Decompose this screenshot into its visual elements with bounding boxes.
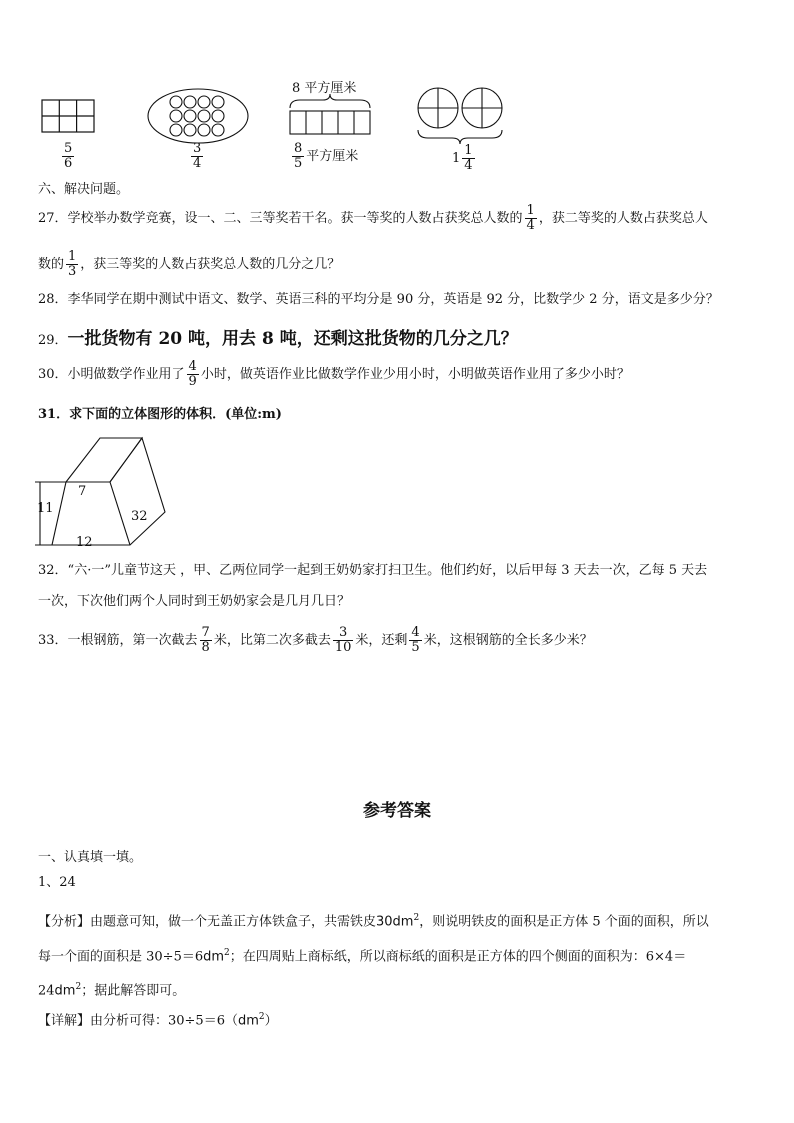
detail-text: 【详解】由分析可得：30÷5＝6（	[38, 1013, 238, 1029]
question-30	[38, 360, 630, 389]
question-27-line1	[38, 204, 708, 233]
denominator: 10	[334, 640, 352, 655]
superscript: 2	[413, 913, 420, 923]
numerator: 3	[333, 626, 354, 641]
denominator: 4	[526, 218, 535, 233]
superscript: 2	[224, 948, 230, 958]
figure2-fraction	[189, 142, 205, 171]
answers-title: 参考答案	[363, 801, 431, 821]
unit: dm	[54, 983, 76, 999]
analysis-text: ，则说明铁皮的面积是正方体 5 个面的面积，所以	[419, 914, 709, 930]
q27-text: ，获二等奖的人数占获奖总人	[538, 211, 708, 226]
question-32-line2: 一次，下次他们两个人同时到王奶奶家会是几月几日？	[38, 594, 351, 609]
analysis-line3	[38, 978, 185, 1000]
denominator: 6	[64, 156, 73, 171]
dimension-length: 32	[131, 509, 148, 524]
denominator: 4	[464, 158, 473, 173]
ellipse-circles-figure	[148, 89, 248, 143]
grid-figure	[42, 100, 94, 132]
prism-figure	[30, 432, 170, 550]
question-27-line2	[38, 250, 340, 279]
numerator: 4	[411, 625, 420, 640]
figure3-fraction	[290, 142, 358, 171]
question-29	[38, 324, 518, 350]
analysis-text: 每一个面的面积是 30÷5＝6	[38, 949, 204, 965]
question-33	[38, 626, 593, 655]
answer-section-heading: 一、认真填一填。	[38, 850, 143, 865]
numerator: 4	[188, 359, 197, 374]
detail-text: ）	[264, 1013, 278, 1029]
q33-text: 米，比第二次多截去	[213, 633, 331, 648]
analysis-text: 24	[38, 983, 55, 999]
q27-text: ，获三等奖的人数占获奖总人数的几分之几？	[80, 257, 341, 272]
analysis-text: 【分析】由题意可知，做一个无盖正方体铁盒子，共需铁皮	[38, 914, 377, 930]
numerator: 5	[64, 141, 73, 156]
unit: 30dm	[376, 914, 414, 930]
numerator: 7	[201, 625, 210, 640]
denominator: 8	[201, 640, 210, 655]
denominator: 3	[68, 264, 77, 279]
detail-line	[38, 1008, 278, 1030]
unit: dm	[203, 949, 225, 965]
unit-label: 平方厘米	[306, 149, 359, 164]
whole-part: 1	[452, 150, 461, 166]
analysis-text: ；在四周贴上商标纸，所以商标纸的面积是正方体的四个侧面的面积为：6×4＝	[229, 949, 687, 965]
denominator: 9	[188, 374, 197, 389]
unit: dm	[237, 1013, 259, 1029]
dimension-height: 11	[37, 501, 54, 516]
numerator: 1	[464, 143, 473, 158]
numerator: 3	[193, 141, 202, 156]
section-heading: 六、解决问题。	[38, 182, 130, 197]
numerator: 1	[526, 203, 535, 218]
q27-text: 27．学校举办数学竞赛，设一、二、三等奖若干名。获一等奖的人数占获奖总人数的	[38, 211, 523, 226]
question-31: 31．求下面的立体图形的体积．(单位:m)	[38, 407, 282, 422]
q33-text: 米，还剩	[355, 633, 408, 648]
numerator: 1	[68, 249, 77, 264]
analysis-line1	[38, 909, 709, 931]
fraction-figures	[0, 78, 794, 178]
analysis-line2	[38, 944, 686, 966]
analysis-text: ；据此解答即可。	[81, 983, 186, 999]
q33-text: 33．一根钢筋，第一次截去	[38, 633, 198, 648]
denominator: 4	[193, 156, 202, 171]
answer-1: 1、24	[38, 875, 76, 890]
q29-number: 29．	[38, 333, 68, 348]
dimension-top: 7	[78, 484, 87, 499]
q33-text: 米，这根钢筋的全长多少米？	[423, 633, 593, 648]
superscript: 2	[75, 982, 82, 992]
q30-text: 30．小明做数学作业用了	[38, 367, 185, 382]
question-32-line1: 32．“六·一”儿童节这天 ，甲、乙两位同学一起到王奶奶家打扫卫生。他们约好，以后甲每 3 天去一次，乙每 5 天去	[38, 563, 708, 578]
quartered-circles-figure	[418, 88, 502, 144]
superscript: 2	[258, 1012, 265, 1022]
figure1-fraction	[60, 142, 76, 171]
q27-text: 数的	[38, 257, 65, 272]
brace-rect-figure	[290, 94, 370, 134]
q30-text: 小时，做英语作业比做数学作业少用小时，小明做英语作业用了多少小时？	[200, 367, 630, 382]
q29-text: 一批货物有 20 吨，用去 8 吨，还剩这批货物的几分之几？	[67, 329, 518, 349]
dimension-bottom: 12	[76, 535, 93, 550]
denominator: 5	[411, 640, 420, 655]
figure-caption-top: 8 平方厘米	[292, 81, 357, 96]
figure4-fraction	[452, 144, 477, 173]
numerator: 8	[294, 141, 303, 156]
question-28: 28．李华同学在期中测试中语文、数学、英语三科的平均分是 90 分，英语是 92 分，比数学少 2 分，语文是多少分？	[38, 292, 719, 307]
denominator: 5	[294, 156, 303, 171]
